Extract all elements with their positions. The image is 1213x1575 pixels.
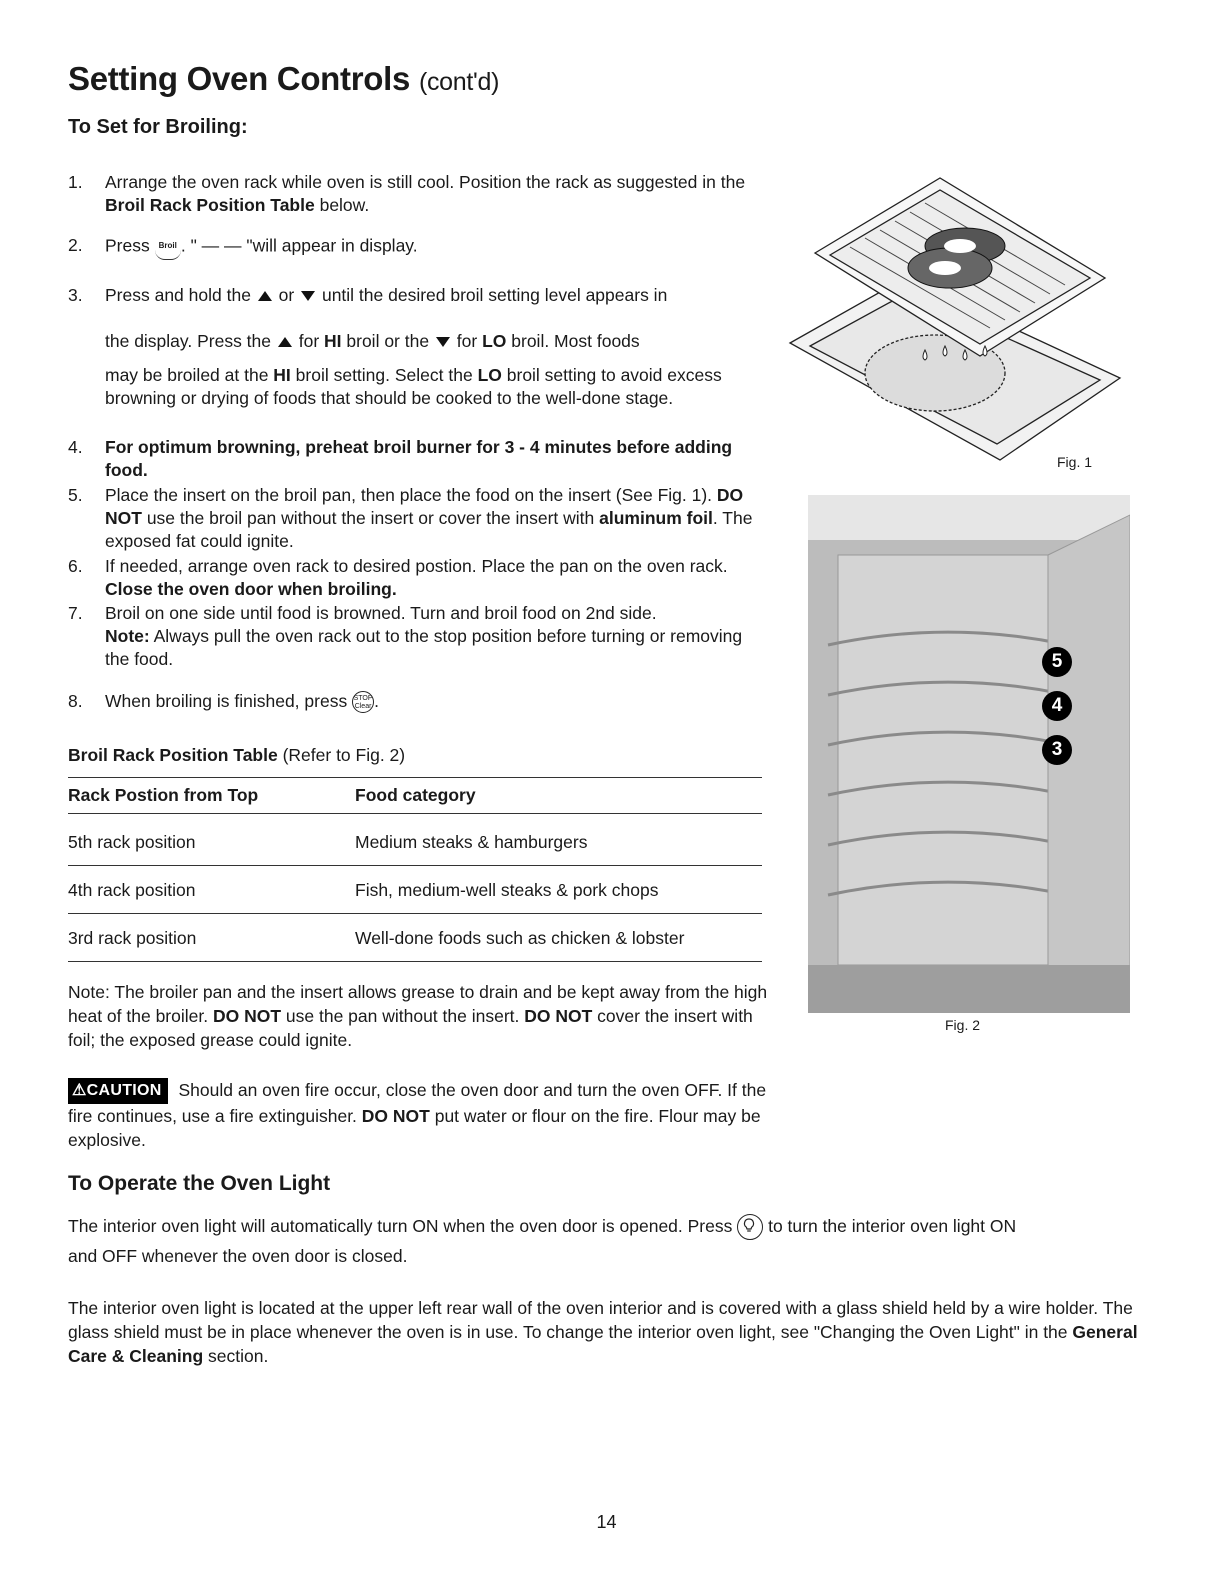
step-number: 5. [68,485,83,505]
rack-position-marker: 4 [1042,691,1072,721]
table-caption [68,745,405,766]
step-text-part: Press [105,235,155,256]
oven-rack-figure [808,495,1130,1013]
step-text-bold: HI [324,331,342,351]
step-text-bold: DO NOT [105,485,744,528]
rack-position-marker: 3 [1042,735,1072,765]
step-text-part: until the desired broil setting level appears in [317,285,668,305]
step-3 [68,284,768,434]
paragraph-text: section. [203,1346,269,1366]
note-bold: DO NOT [524,1006,593,1026]
note-text: use the pan without the insert. [281,1006,525,1026]
step-text-part: When broiling is finished, press [105,691,353,711]
stop-clear-key-icon [352,691,374,713]
step-text [105,484,768,553]
step-1 [68,171,768,221]
broiler-note [68,980,768,1052]
rack-position-marker: 5 [1042,647,1072,677]
step-text-part: Always pull the oven rack out to the stop position before turning or removing the food. [105,626,743,669]
paragraph-text: The interior oven light will automatically turn ON when the oven door is opened. Press [68,1216,738,1236]
table-caption-rest: (Refer to Fig. 2) [277,745,406,765]
table-rule [68,961,762,962]
page-number: 14 [596,1512,617,1532]
paragraph-text: and OFF whenever the oven door is closed. [68,1246,408,1266]
broil-pan-illustration [785,168,1125,473]
broil-pan-figure [785,168,1125,473]
section-heading-broiling: To Set for Broiling: [68,116,248,138]
paragraph-text: The interior oven light is located at the upper left rear wall of the oven interior and is covered with a glass shield held by a wire holder. The glass shield must be in place whenever the oven is in use. To change the interior oven light, see "Changing the Oven Light" in the [68,1298,1133,1342]
table-cell: 5th rack position [68,832,196,852]
step-text-part: broil or the [341,331,434,351]
step-text-part: or [273,285,300,305]
step-6 [68,555,768,601]
step-text-part: for [293,331,325,351]
table-cell: Fish, medium-well steaks & pork chops [355,880,659,900]
note-text: cover the insert with foil; the exposed grease could ignite. [68,1006,753,1050]
caution-block [68,1078,768,1152]
caution-badge-label: CAUTION [86,1082,162,1099]
step-text-part: broil setting to avoid excess browning or drying of foods that should be cooked to the well-done stage. [105,365,722,408]
note-bold: DO NOT [212,1006,282,1026]
table-rule [68,813,762,814]
step-text-part: Arrange the oven rack while oven is still cool. Position the rack as suggested in the [105,172,746,192]
step-text-part: broil. Most foods [506,331,640,351]
note-text: Note: The broiler pan and the insert allows grease to drain and be kept away from the high heat of the broiler. [68,982,768,1026]
step-2 [68,234,768,262]
up-arrow-icon [258,291,272,301]
step-number: 3. [68,285,83,305]
caution-text: put water or flour on the fire. Flour may be explosive. [68,1106,761,1150]
step-text-bold: Note: [105,626,150,646]
step-number: 6. [68,556,83,576]
step-text [105,284,768,410]
step-text-part: If needed, arrange oven rack to desired postion. Place the pan on the oven rack. [105,556,728,576]
broil-key-icon: Broil [155,234,181,260]
step-text-part: Press and hold the [105,285,256,305]
table-rule [68,865,762,866]
step-text [105,555,768,601]
figure-2-label: Fig. 2 [945,1017,981,1033]
step-text-part: . The exposed fat could ignite. [105,508,753,551]
step-text [105,602,768,671]
oven-interior-illustration [808,495,1130,1013]
down-arrow-icon [301,291,315,301]
table-rule [68,913,762,914]
step-text-part: broil setting. Select the [290,365,478,385]
step-text-bold: LO [482,331,507,351]
page-title-suffix: (cont'd) [418,68,500,96]
table-rule [68,777,762,778]
step-text-bold: HI [273,365,291,385]
step-number: 8. [68,691,83,711]
oven-light-paragraph-1 [68,1211,1148,1271]
oven-light-paragraph-2 [68,1296,1148,1368]
table-cell: 3rd rack position [68,928,197,948]
clear-key-label: Clear [354,703,372,711]
step-text-part: use the broil pan without the insert or cover the insert with [141,508,600,528]
warning-triangle-icon: ⚠ [72,1082,87,1099]
table-caption-bold: Broil Rack Position Table [68,745,278,765]
step-7 [68,602,768,672]
step-text-bold: aluminum foil [599,508,713,528]
figure-1-label: Fig. 1 [1057,454,1093,470]
stop-key-label: STOP [353,695,373,703]
section-heading-oven-light: To Operate the Oven Light [68,1172,331,1195]
caution-bold: DO NOT [361,1106,430,1126]
table-header: Rack Postion from Top [68,785,259,805]
step-number: 1. [68,172,83,192]
step-number: 7. [68,603,83,623]
step-text [105,234,768,260]
step-number: 2. [68,235,83,255]
step-text [105,690,768,713]
step-text-part: . [374,691,379,711]
step-text-bold: LO [477,365,502,385]
caution-badge [68,1078,168,1104]
up-arrow-icon [278,337,292,347]
paragraph-text: to turn the interior oven light ON [763,1216,1017,1236]
step-text-part: for [451,331,483,351]
step-text [105,171,768,217]
page-title [68,60,499,98]
down-arrow-icon [436,337,450,347]
step-text-bold: Close the oven door when broiling. [105,579,397,599]
step-8 [68,690,768,720]
step-text-part: the display. Press the [105,331,276,351]
step-5 [68,484,768,554]
page-title-text: Setting Oven Controls [68,60,411,97]
table-header: Food category [355,785,476,805]
caution-text: Should an oven fire occur, close the oven door and turn the oven OFF. If the fire continues, use a fire extinguisher. [68,1080,767,1126]
step-text-part: . " — — "will appear in display. [180,235,418,256]
step-text-bold: Broil Rack Position Table [105,195,315,215]
table-cell: Well-done foods such as chicken & lobster [355,928,685,948]
light-bulb-key-icon [737,1214,763,1240]
step-text-part: Place the insert on the broil pan, then place the food on the insert (See Fig. 1). [105,485,717,505]
table-cell: 4th rack position [68,880,196,900]
table-cell: Medium steaks & hamburgers [355,832,588,852]
step-number: 4. [68,437,83,457]
step-text-part: Broil on one side until food is browned. Turn and broil food on 2nd side. [105,603,657,623]
step-text-part: below. [314,195,370,215]
step-text-bold: For optimum browning, preheat broil burner for 3 - 4 minutes before adding food. [105,437,733,480]
step-text-part: may be broiled at the [105,365,274,385]
step-4 [68,436,768,484]
paragraph-bold: General Care & Cleaning [68,1322,1138,1366]
